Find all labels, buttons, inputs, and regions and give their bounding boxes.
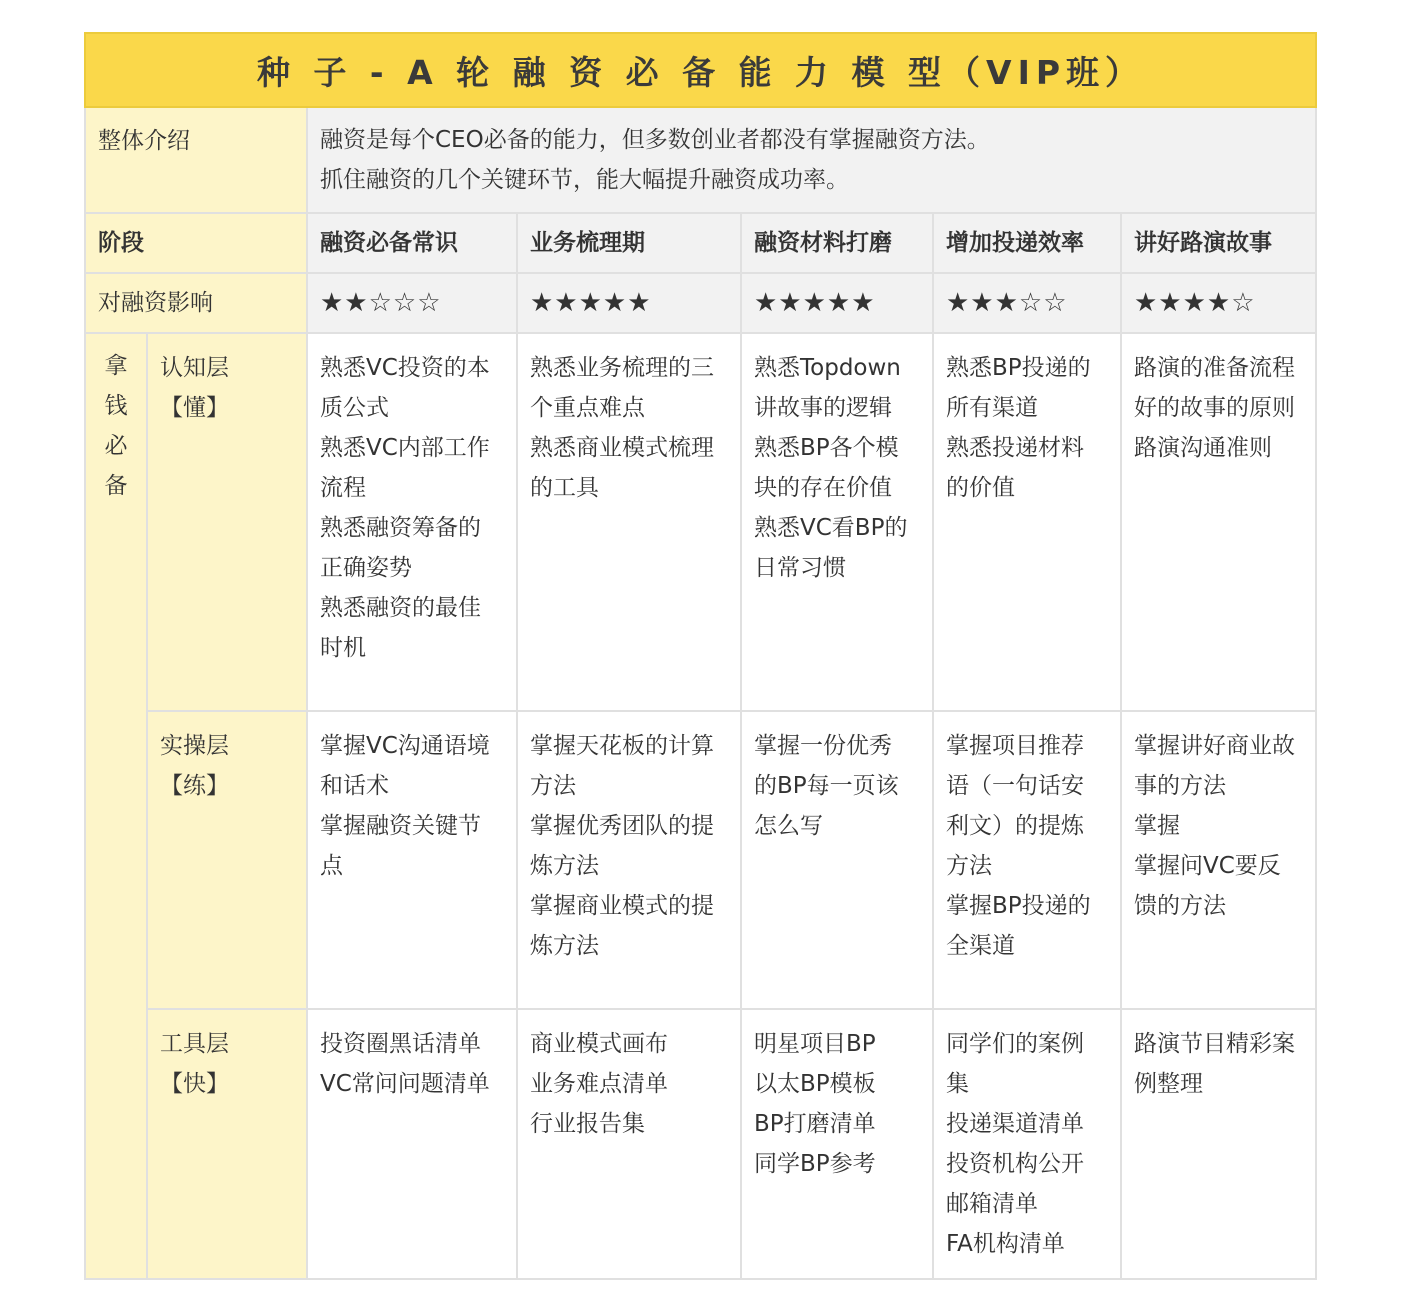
- cell-line: BP打磨清单: [754, 1111, 876, 1137]
- cell-line: 语（一句话安: [946, 773, 1084, 799]
- content-cell: [741, 333, 933, 711]
- cell-line: 熟悉商业模式梳理: [530, 435, 714, 461]
- stage-header: 业务梳理期: [517, 213, 741, 273]
- cell-line: 掌握BP投递的: [946, 893, 1091, 919]
- intro-line: 融资是每个CEO必备的能力，但多数创业者都没有掌握融资方法。: [320, 127, 990, 153]
- content-cell: [741, 711, 933, 1009]
- layer-label: [147, 711, 307, 1009]
- stage-header: 讲好路演故事: [1121, 213, 1316, 273]
- cell-line: 的价值: [946, 475, 1015, 501]
- star-rating: ★★★★★: [741, 273, 933, 333]
- cell-line: 日常习惯: [754, 555, 846, 581]
- content-cell: [1121, 711, 1316, 1009]
- cell-line: 行业报告集: [530, 1111, 645, 1137]
- cell-line: 所有渠道: [946, 395, 1038, 421]
- cell-line: 熟悉投递材料: [946, 435, 1084, 461]
- cell-line: 以太BP模板: [754, 1071, 876, 1097]
- cell-line: 掌握天花板的计算: [530, 733, 714, 759]
- star-rating: ★★☆☆☆: [307, 273, 517, 333]
- star-rating: ★★★★★: [517, 273, 741, 333]
- layer-label: [147, 1009, 307, 1279]
- cell-line: 熟悉VC投资的本: [320, 355, 490, 381]
- layer-label: [147, 333, 307, 711]
- cell-line: 方法: [946, 853, 992, 879]
- cell-line: 商业模式画布: [530, 1031, 668, 1057]
- cell-line: 明星项目BP: [754, 1031, 876, 1057]
- content-cell: [517, 333, 741, 711]
- cell-line: 掌握项目推荐: [946, 733, 1084, 759]
- cell-line: 的工具: [530, 475, 599, 501]
- cell-line: 路演沟通准则: [1134, 435, 1272, 461]
- cell-line: 正确姿势: [320, 555, 412, 581]
- intro-label: 整体介绍: [85, 107, 307, 213]
- cell-line: 流程: [320, 475, 366, 501]
- cell-line: 掌握融资关键节: [320, 813, 481, 839]
- layer-row-practice: [85, 711, 1316, 1009]
- cell-line: 事的方法: [1134, 773, 1226, 799]
- content-cell: [307, 711, 517, 1009]
- cell-line: 业务难点清单: [530, 1071, 668, 1097]
- cell-line: 时机: [320, 635, 366, 661]
- star-rating: ★★★★☆: [1121, 273, 1316, 333]
- cell-line: 馈的方法: [1134, 893, 1226, 919]
- content-cell: [307, 333, 517, 711]
- cell-line: 掌握讲好商业故: [1134, 733, 1295, 759]
- layer-name: 认知层: [160, 355, 229, 381]
- stage-label: 阶段: [85, 213, 307, 273]
- capability-model-table: [84, 32, 1317, 1280]
- content-cell: [741, 1009, 933, 1279]
- star-rating: ★★★☆☆: [933, 273, 1121, 333]
- content-cell: [933, 711, 1121, 1009]
- layer-row-cognition: [85, 333, 1316, 711]
- cell-line: 熟悉BP投递的: [946, 355, 1091, 381]
- group-char: 钱: [104, 393, 128, 419]
- cell-line: 掌握问VC要反: [1134, 853, 1281, 879]
- cell-line: 掌握一份优秀: [754, 733, 892, 759]
- layer-tag: 【懂】: [160, 395, 229, 421]
- cell-line: 的BP每一页该: [754, 773, 899, 799]
- cell-line: 熟悉融资的最佳: [320, 595, 481, 621]
- cell-line: 全渠道: [946, 933, 1015, 959]
- cell-line: 点: [320, 853, 343, 879]
- cell-line: VC常问问题清单: [320, 1071, 490, 1097]
- impact-row: [85, 273, 1316, 333]
- cell-line: 集: [946, 1071, 969, 1097]
- group-char: 必: [104, 433, 128, 459]
- cell-line: 熟悉融资筹备的: [320, 515, 481, 541]
- intro-text: [307, 107, 1316, 213]
- stage-header: 融资必备常识: [307, 213, 517, 273]
- cell-line: 熟悉业务梳理的三: [530, 355, 714, 381]
- content-cell: [933, 1009, 1121, 1279]
- cell-line: 邮箱清单: [946, 1191, 1038, 1217]
- intro-line: 抓住融资的几个关键环节，能大幅提升融资成功率。: [320, 167, 849, 193]
- cell-line: 熟悉Topdown: [754, 355, 901, 381]
- stage-row: [85, 213, 1316, 273]
- layer-row-tools: [85, 1009, 1316, 1279]
- cell-line: 炼方法: [530, 853, 599, 879]
- cell-line: 好的故事的原则: [1134, 395, 1295, 421]
- content-cell: [517, 711, 741, 1009]
- cell-line: 方法: [530, 773, 576, 799]
- cell-line: 同学BP参考: [754, 1151, 876, 1177]
- layer-name: 实操层: [160, 733, 229, 759]
- layer-tag: 【练】: [160, 773, 229, 799]
- cell-line: 熟悉BP各个模: [754, 435, 899, 461]
- content-cell: [1121, 1009, 1316, 1279]
- cell-line: 例整理: [1134, 1071, 1203, 1097]
- content-cell: [1121, 333, 1316, 711]
- cell-line: 熟悉VC内部工作: [320, 435, 490, 461]
- group-char: 拿: [104, 353, 128, 379]
- stage-header: 增加投递效率: [933, 213, 1121, 273]
- cell-line: 怎么写: [754, 813, 823, 839]
- cell-line: 个重点难点: [530, 395, 645, 421]
- intro-row: [85, 107, 1316, 213]
- cell-line: 掌握优秀团队的提: [530, 813, 714, 839]
- cell-line: 和话术: [320, 773, 389, 799]
- cell-line: 块的存在价值: [754, 475, 892, 501]
- cell-line: 投资圈黑话清单: [320, 1031, 481, 1057]
- cell-line: 掌握VC沟通语境: [320, 733, 490, 759]
- cell-line: 讲故事的逻辑: [754, 395, 892, 421]
- content-cell: [517, 1009, 741, 1279]
- group-char: 备: [104, 473, 128, 499]
- layer-name: 工具层: [160, 1031, 229, 1057]
- cell-line: 投资机构公开: [946, 1151, 1084, 1177]
- table-title: 种 子 - A 轮 融 资 必 备 能 力 模 型（VIP班）: [85, 33, 1316, 107]
- cell-line: 掌握: [1134, 813, 1180, 839]
- cell-line: FA机构清单: [946, 1231, 1065, 1257]
- cell-line: 掌握商业模式的提: [530, 893, 714, 919]
- cell-line: 质公式: [320, 395, 389, 421]
- cell-line: 炼方法: [530, 933, 599, 959]
- content-cell: [933, 333, 1121, 711]
- stage-header: 融资材料打磨: [741, 213, 933, 273]
- cell-line: 熟悉VC看BP的: [754, 515, 908, 541]
- cell-line: 利文）的提炼: [946, 813, 1084, 839]
- capability-model-table-wrapper: [84, 32, 1315, 1280]
- cell-line: 同学们的案例: [946, 1031, 1084, 1057]
- cell-line: 路演节目精彩案: [1134, 1031, 1295, 1057]
- content-cell: [307, 1009, 517, 1279]
- layer-tag: 【快】: [160, 1071, 229, 1097]
- cell-line: 路演的准备流程: [1134, 355, 1295, 381]
- cell-line: 投递渠道清单: [946, 1111, 1084, 1137]
- title-row: [85, 33, 1316, 107]
- impact-label: 对融资影响: [85, 273, 307, 333]
- group-vertical-label: [85, 333, 147, 1279]
